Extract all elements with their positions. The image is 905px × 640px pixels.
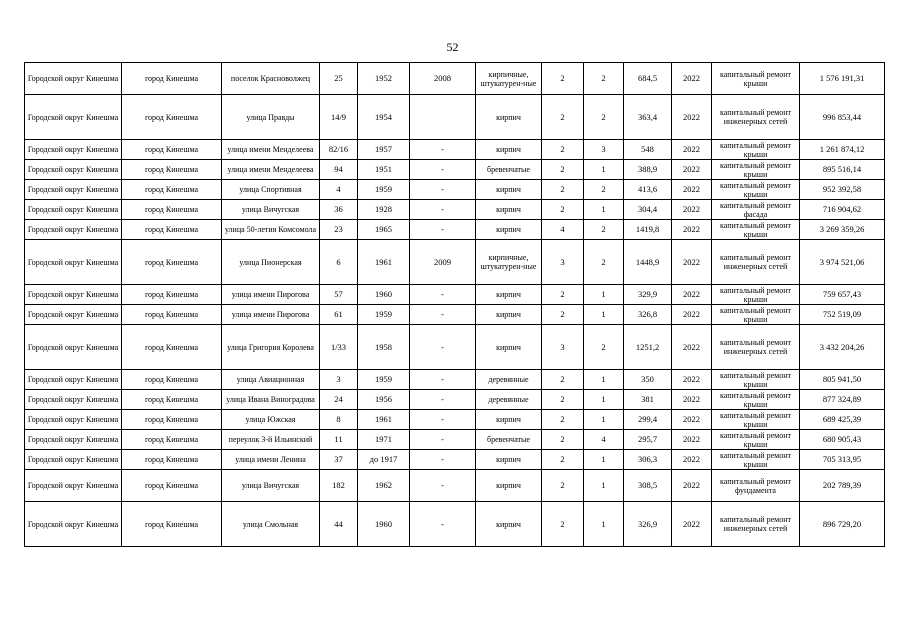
area-cell: 388,9 [624, 160, 672, 180]
house-number-cell: 61 [320, 305, 358, 325]
built-year-cell: 1954 [358, 95, 410, 140]
entrances-cell: 1 [584, 410, 624, 430]
cost-cell: 3 269 359,26 [800, 220, 885, 240]
street-cell: переулок 3-й Ильинский [222, 430, 320, 450]
district-cell: Городской округ Кинешма [25, 200, 122, 220]
wall-material-cell: кирпич [476, 470, 542, 502]
street-cell: улица Южская [222, 410, 320, 430]
district-cell: Городской округ Кинешма [25, 63, 122, 95]
street-cell: улица имени Ленина [222, 450, 320, 470]
city-cell: город Кинешма [122, 95, 222, 140]
built-year-cell: до 1917 [358, 450, 410, 470]
work-type-cell: капитальный ремонт крыши [712, 430, 800, 450]
entrances-cell: 1 [584, 450, 624, 470]
district-cell: Городской округ Кинешма [25, 470, 122, 502]
city-cell: город Кинешма [122, 430, 222, 450]
house-number-cell: 8 [320, 410, 358, 430]
renovation-year-cell: - [410, 160, 476, 180]
house-number-cell: 37 [320, 450, 358, 470]
built-year-cell: 1952 [358, 63, 410, 95]
table-row [25, 240, 885, 285]
repair-year-cell: 2022 [672, 200, 712, 220]
floors-cell: 4 [542, 220, 584, 240]
floors-cell: 2 [542, 285, 584, 305]
cost-cell: 952 392,58 [800, 180, 885, 200]
cost-cell: 1 261 874,12 [800, 140, 885, 160]
table-row [25, 325, 885, 370]
renovation-year-cell [410, 95, 476, 140]
street-cell: улица Авиационная [222, 370, 320, 390]
house-number-cell: 6 [320, 240, 358, 285]
area-cell: 1251,2 [624, 325, 672, 370]
repair-year-cell: 2022 [672, 240, 712, 285]
street-cell: поселок Красноволжец [222, 63, 320, 95]
repair-year-cell: 2022 [672, 470, 712, 502]
city-cell: город Кинешма [122, 63, 222, 95]
table-row [25, 220, 885, 240]
wall-material-cell: кирпич [476, 220, 542, 240]
renovation-year-cell: - [410, 410, 476, 430]
house-number-cell: 1/33 [320, 325, 358, 370]
entrances-cell: 4 [584, 430, 624, 450]
built-year-cell: 1958 [358, 325, 410, 370]
cost-cell: 895 516,14 [800, 160, 885, 180]
wall-material-cell: деревянные [476, 390, 542, 410]
renovation-year-cell: - [410, 390, 476, 410]
wall-material-cell: кирпич [476, 502, 542, 547]
wall-material-cell: кирпич [476, 305, 542, 325]
work-type-cell: капитальный ремонт инженерных сетей [712, 240, 800, 285]
table-row [25, 470, 885, 502]
wall-material-cell: деревянные [476, 370, 542, 390]
repair-year-cell: 2022 [672, 95, 712, 140]
work-type-cell: капитальный ремонт инженерных сетей [712, 325, 800, 370]
cost-cell: 896 729,20 [800, 502, 885, 547]
entrances-cell: 1 [584, 305, 624, 325]
built-year-cell: 1965 [358, 220, 410, 240]
cost-cell: 759 657,43 [800, 285, 885, 305]
built-year-cell: 1960 [358, 502, 410, 547]
table-row [25, 95, 885, 140]
city-cell: город Кинешма [122, 410, 222, 430]
cost-cell: 689 425,39 [800, 410, 885, 430]
built-year-cell: 1928 [358, 200, 410, 220]
renovation-year-cell: - [410, 502, 476, 547]
repair-year-cell: 2022 [672, 63, 712, 95]
city-cell: город Кинешма [122, 140, 222, 160]
repair-year-cell: 2022 [672, 285, 712, 305]
street-cell: улица имени Менделеева [222, 160, 320, 180]
table-row [25, 200, 885, 220]
wall-material-cell: бревенчатые [476, 160, 542, 180]
wall-material-cell: кирпич [476, 200, 542, 220]
cost-cell: 3 974 521,06 [800, 240, 885, 285]
renovation-year-cell: - [410, 305, 476, 325]
house-number-cell: 36 [320, 200, 358, 220]
cost-cell: 716 904,62 [800, 200, 885, 220]
street-cell: улица Смольная [222, 502, 320, 547]
wall-material-cell: бревенчатые [476, 430, 542, 450]
house-number-cell: 11 [320, 430, 358, 450]
entrances-cell: 1 [584, 370, 624, 390]
built-year-cell: 1961 [358, 240, 410, 285]
cost-cell: 3 432 204,26 [800, 325, 885, 370]
repair-year-cell: 2022 [672, 410, 712, 430]
floors-cell: 3 [542, 240, 584, 285]
repair-year-cell: 2022 [672, 450, 712, 470]
entrances-cell: 1 [584, 285, 624, 305]
house-number-cell: 14/9 [320, 95, 358, 140]
floors-cell: 2 [542, 390, 584, 410]
renovation-year-cell: - [410, 370, 476, 390]
renovation-year-cell: 2008 [410, 63, 476, 95]
work-type-cell: капитальный ремонт крыши [712, 450, 800, 470]
renovation-year-cell: - [410, 450, 476, 470]
built-year-cell: 1961 [358, 410, 410, 430]
floors-cell: 2 [542, 180, 584, 200]
wall-material-cell: кирпич [476, 450, 542, 470]
repair-year-cell: 2022 [672, 220, 712, 240]
floors-cell: 2 [542, 200, 584, 220]
cost-cell: 705 313,95 [800, 450, 885, 470]
area-cell: 350 [624, 370, 672, 390]
wall-material-cell: кирпич [476, 410, 542, 430]
district-cell: Городской округ Кинешма [25, 450, 122, 470]
house-number-cell: 57 [320, 285, 358, 305]
renovation-year-cell: - [410, 325, 476, 370]
street-cell: улица имени Менделеева [222, 140, 320, 160]
house-number-cell: 94 [320, 160, 358, 180]
city-cell: город Кинешма [122, 220, 222, 240]
district-cell: Городской округ Кинешма [25, 240, 122, 285]
district-cell: Городской округ Кинешма [25, 390, 122, 410]
entrances-cell: 2 [584, 240, 624, 285]
repair-year-cell: 2022 [672, 325, 712, 370]
floors-cell: 2 [542, 95, 584, 140]
street-cell: улица Ивана Виноградова [222, 390, 320, 410]
house-number-cell: 3 [320, 370, 358, 390]
work-type-cell: капитальный ремонт фундамента [712, 470, 800, 502]
city-cell: город Кинешма [122, 240, 222, 285]
wall-material-cell: кирпич [476, 95, 542, 140]
table-row [25, 370, 885, 390]
area-cell: 548 [624, 140, 672, 160]
entrances-cell: 2 [584, 95, 624, 140]
entrances-cell: 2 [584, 63, 624, 95]
city-cell: город Кинешма [122, 450, 222, 470]
table-row [25, 160, 885, 180]
built-year-cell: 1959 [358, 180, 410, 200]
city-cell: город Кинешма [122, 305, 222, 325]
district-cell: Городской округ Кинешма [25, 305, 122, 325]
city-cell: город Кинешма [122, 502, 222, 547]
built-year-cell: 1951 [358, 160, 410, 180]
wall-material-cell: кирпич [476, 285, 542, 305]
repair-year-cell: 2022 [672, 305, 712, 325]
entrances-cell: 2 [584, 220, 624, 240]
entrances-cell: 3 [584, 140, 624, 160]
cost-cell: 996 853,44 [800, 95, 885, 140]
work-type-cell: капитальный ремонт инженерных сетей [712, 502, 800, 547]
area-cell: 299,4 [624, 410, 672, 430]
floors-cell: 2 [542, 63, 584, 95]
entrances-cell: 1 [584, 160, 624, 180]
district-cell: Городской округ Кинешма [25, 430, 122, 450]
cost-cell: 877 324,89 [800, 390, 885, 410]
entrances-cell: 2 [584, 325, 624, 370]
street-cell: улица Пионерская [222, 240, 320, 285]
built-year-cell: 1962 [358, 470, 410, 502]
cost-cell: 805 941,50 [800, 370, 885, 390]
repair-year-cell: 2022 [672, 430, 712, 450]
area-cell: 326,8 [624, 305, 672, 325]
work-type-cell: капитальный ремонт крыши [712, 390, 800, 410]
cost-cell: 752 519,09 [800, 305, 885, 325]
city-cell: город Кинешма [122, 180, 222, 200]
district-cell: Городской округ Кинешма [25, 502, 122, 547]
built-year-cell: 1957 [358, 140, 410, 160]
work-type-cell: капитальный ремонт крыши [712, 140, 800, 160]
street-cell: улица Правды [222, 95, 320, 140]
floors-cell: 2 [542, 470, 584, 502]
cost-cell: 1 576 191,31 [800, 63, 885, 95]
street-cell: улица Григория Королева [222, 325, 320, 370]
table-row [25, 140, 885, 160]
street-cell: улица Вичугская [222, 200, 320, 220]
area-cell: 326,9 [624, 502, 672, 547]
entrances-cell: 1 [584, 502, 624, 547]
built-year-cell: 1956 [358, 390, 410, 410]
house-number-cell: 23 [320, 220, 358, 240]
work-type-cell: капитальный ремонт крыши [712, 305, 800, 325]
house-number-cell: 24 [320, 390, 358, 410]
built-year-cell: 1959 [358, 370, 410, 390]
city-cell: город Кинешма [122, 390, 222, 410]
repair-year-cell: 2022 [672, 370, 712, 390]
house-number-cell: 44 [320, 502, 358, 547]
wall-material-cell: кирпич [476, 140, 542, 160]
area-cell: 329,9 [624, 285, 672, 305]
area-cell: 304,4 [624, 200, 672, 220]
renovation-year-cell: - [410, 200, 476, 220]
work-type-cell: капитальный ремонт фасада [712, 200, 800, 220]
table-row [25, 390, 885, 410]
floors-cell: 2 [542, 502, 584, 547]
table-body [25, 63, 885, 547]
area-cell: 381 [624, 390, 672, 410]
house-number-cell: 4 [320, 180, 358, 200]
renovation-year-cell: - [410, 430, 476, 450]
built-year-cell: 1960 [358, 285, 410, 305]
floors-cell: 2 [542, 410, 584, 430]
table-row [25, 63, 885, 95]
street-cell: улица имени Пирогова [222, 305, 320, 325]
housing-repair-table [24, 62, 885, 547]
house-number-cell: 25 [320, 63, 358, 95]
district-cell: Городской округ Кинешма [25, 160, 122, 180]
table-row [25, 430, 885, 450]
city-cell: город Кинешма [122, 285, 222, 305]
floors-cell: 3 [542, 325, 584, 370]
wall-material-cell: кирпич [476, 325, 542, 370]
built-year-cell: 1959 [358, 305, 410, 325]
work-type-cell: капитальный ремонт крыши [712, 180, 800, 200]
district-cell: Городской округ Кинешма [25, 285, 122, 305]
page-number: 52 [446, 40, 459, 54]
floors-cell: 2 [542, 370, 584, 390]
table-row [25, 410, 885, 430]
district-cell: Городской округ Кинешма [25, 220, 122, 240]
city-cell: город Кинешма [122, 200, 222, 220]
floors-cell: 2 [542, 450, 584, 470]
cost-cell: 680 905,43 [800, 430, 885, 450]
area-cell: 308,5 [624, 470, 672, 502]
repair-year-cell: 2022 [672, 502, 712, 547]
entrances-cell: 1 [584, 390, 624, 410]
city-cell: город Кинешма [122, 370, 222, 390]
work-type-cell: капитальный ремонт крыши [712, 220, 800, 240]
street-cell: улица 50-летия Комсомола [222, 220, 320, 240]
area-cell: 1448,9 [624, 240, 672, 285]
street-cell: улица имени Пирогова [222, 285, 320, 305]
table-row [25, 305, 885, 325]
area-cell: 1419,8 [624, 220, 672, 240]
area-cell: 363,4 [624, 95, 672, 140]
work-type-cell: капитальный ремонт крыши [712, 370, 800, 390]
repair-year-cell: 2022 [672, 160, 712, 180]
wall-material-cell: кирпичные, штукатурен-ные [476, 63, 542, 95]
repair-year-cell: 2022 [672, 140, 712, 160]
renovation-year-cell: - [410, 140, 476, 160]
table-row [25, 450, 885, 470]
repair-year-cell: 2022 [672, 390, 712, 410]
wall-material-cell: кирпич [476, 180, 542, 200]
district-cell: Городской округ Кинешма [25, 410, 122, 430]
entrances-cell: 1 [584, 470, 624, 502]
district-cell: Городской округ Кинешма [25, 180, 122, 200]
entrances-cell: 2 [584, 180, 624, 200]
district-cell: Городской округ Кинешма [25, 370, 122, 390]
city-cell: город Кинешма [122, 160, 222, 180]
work-type-cell: капитальный ремонт крыши [712, 160, 800, 180]
district-cell: Городской округ Кинешма [25, 325, 122, 370]
floors-cell: 2 [542, 160, 584, 180]
table-row [25, 180, 885, 200]
work-type-cell: капитальный ремонт крыши [712, 285, 800, 305]
floors-cell: 2 [542, 305, 584, 325]
work-type-cell: капитальный ремонт крыши [712, 410, 800, 430]
district-cell: Городской округ Кинешма [25, 140, 122, 160]
city-cell: город Кинешма [122, 470, 222, 502]
area-cell: 413,6 [624, 180, 672, 200]
cost-cell: 202 789,39 [800, 470, 885, 502]
city-cell: город Кинешма [122, 325, 222, 370]
district-cell: Городской округ Кинешма [25, 95, 122, 140]
renovation-year-cell: - [410, 470, 476, 502]
entrances-cell: 1 [584, 200, 624, 220]
floors-cell: 2 [542, 140, 584, 160]
area-cell: 295,7 [624, 430, 672, 450]
house-number-cell: 82/16 [320, 140, 358, 160]
area-cell: 306,3 [624, 450, 672, 470]
built-year-cell: 1971 [358, 430, 410, 450]
renovation-year-cell: 2009 [410, 240, 476, 285]
area-cell: 684,5 [624, 63, 672, 95]
table-row [25, 285, 885, 305]
house-number-cell: 182 [320, 470, 358, 502]
renovation-year-cell: - [410, 180, 476, 200]
renovation-year-cell: - [410, 285, 476, 305]
street-cell: улица Спортивная [222, 180, 320, 200]
floors-cell: 2 [542, 430, 584, 450]
work-type-cell: капитальный ремонт крыши [712, 63, 800, 95]
repair-year-cell: 2022 [672, 180, 712, 200]
renovation-year-cell: - [410, 220, 476, 240]
table-row [25, 502, 885, 547]
street-cell: улица Вичугская [222, 470, 320, 502]
work-type-cell: капитальный ремонт инженерных сетей [712, 95, 800, 140]
wall-material-cell: кирпичные, штукатурен-ные [476, 240, 542, 285]
